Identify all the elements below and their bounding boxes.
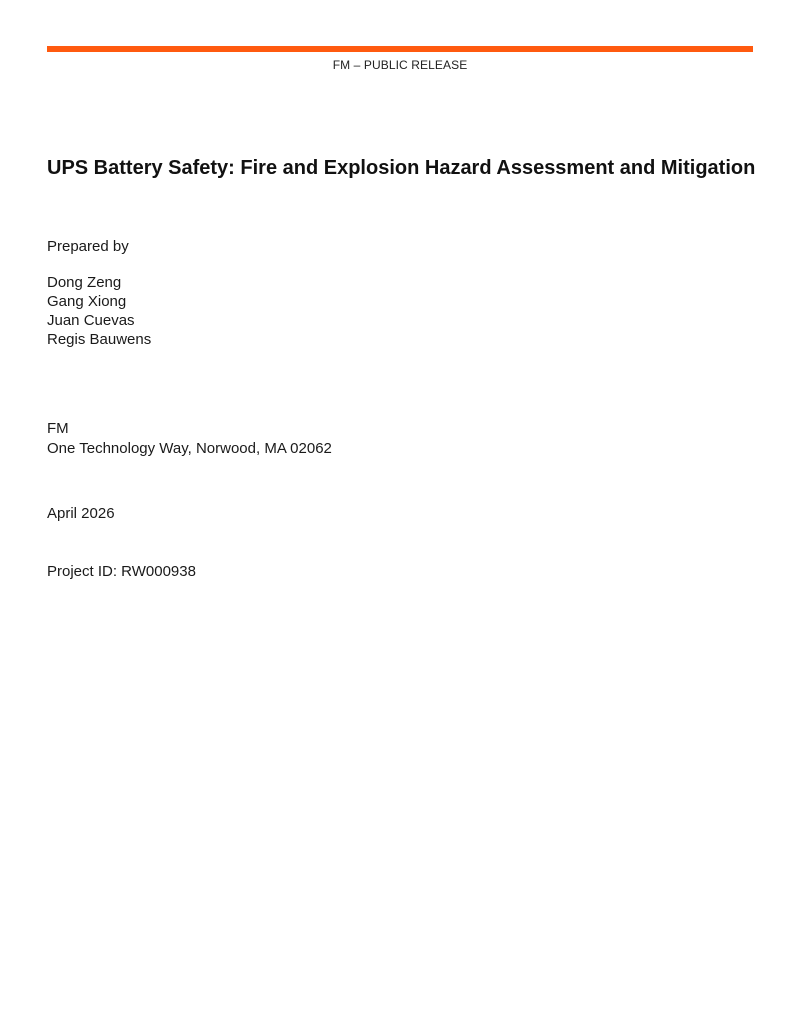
header-accent-rule [47, 46, 753, 52]
project-id: Project ID: RW000938 [47, 563, 196, 580]
author-name: Gang Xiong [47, 293, 127, 310]
report-date: April 2026 [47, 505, 115, 522]
author-name: Regis Bauwens [47, 331, 152, 348]
organization-address: One Technology Way, Norwood, MA 02062 [47, 440, 332, 457]
author-list [47, 273, 151, 349]
author-name: Dong Zeng [47, 274, 122, 291]
organization-name: FM [47, 420, 69, 437]
prepared-by-label: Prepared by [47, 238, 129, 255]
organization-block [47, 419, 332, 459]
author-name: Juan Cuevas [47, 312, 135, 329]
classification-label: FM – PUBLIC RELEASE [332, 58, 468, 72]
document-title: UPS Battery Safety: Fire and Explosion Hazard Assessment and Mitigation [47, 157, 756, 179]
